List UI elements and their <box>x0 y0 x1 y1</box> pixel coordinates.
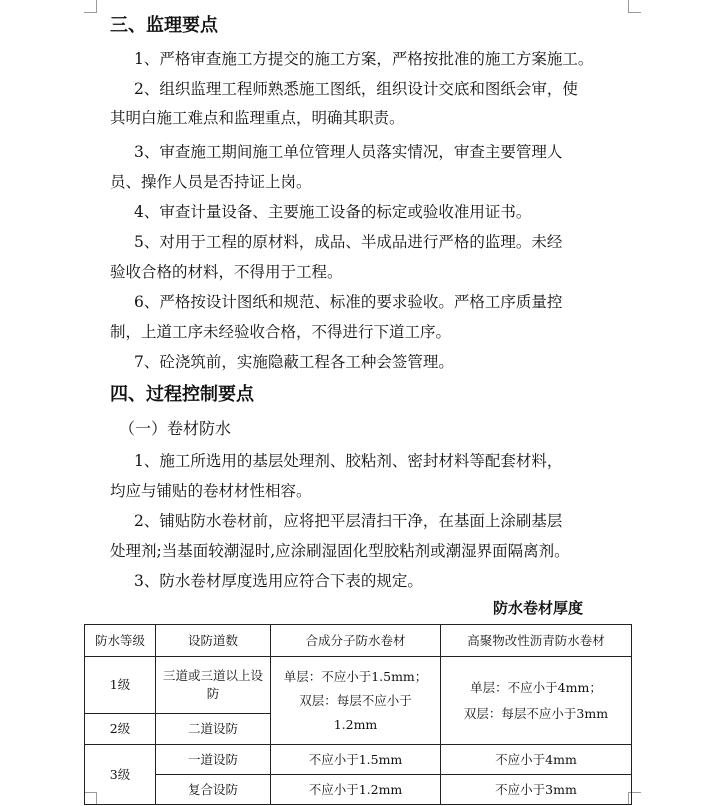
table-row <box>85 775 632 805</box>
page-corner-mark <box>84 0 97 13</box>
cell-line: 单层：不应小于4mm； <box>470 679 602 695</box>
table-cell: 不应小于4mm <box>441 745 632 775</box>
paragraph-line: 6、严格按设计图纸和规范、标准的要求验收。严格工序质量控 <box>134 293 563 311</box>
table-caption: 防水卷材厚度 <box>493 599 584 617</box>
paragraph-line: 制，上道工序未经验收合格，不得进行下道工序。 <box>110 323 452 341</box>
paragraph-line: 4、审查计量设备、主要施工设备的标定或验收准用证书。 <box>134 203 532 221</box>
paragraph-line: 处理剂;当基面较潮湿时,应涂刷湿固化型胶粘剂或潮湿界面隔离剂。 <box>110 542 570 560</box>
table-header-row <box>85 625 632 657</box>
table-cell: 一道设防 <box>156 745 271 775</box>
cell-line: 1.2mm <box>333 716 378 732</box>
thickness-table <box>84 624 632 805</box>
paragraph-line: 其明白施工难点和监理重点，明确其职责。 <box>110 109 405 127</box>
table-header-cell: 防水等级 <box>85 625 156 657</box>
cell-line: 单层：不应小于1.5mm； <box>283 668 428 684</box>
table-cell: 不应小于1.2mm <box>271 775 441 805</box>
table-cell: 不应小于3mm <box>441 775 632 805</box>
table-header-cell: 高聚物改性沥青防水卷材 <box>441 625 632 657</box>
table-cell: 3级 <box>85 745 156 805</box>
table-cell <box>441 657 632 745</box>
paragraph-line: 5、对用于工程的原材料，成品、半成品进行严格的监理。未经 <box>134 233 563 251</box>
page-corner-mark <box>628 0 641 13</box>
paragraph-line: 7、砼浇筑前，实施隐蔽工程各工种会签管理。 <box>134 353 454 371</box>
cell-line: 双层：每层不应小于3mm <box>463 705 609 721</box>
paragraph-line: 均应与铺贴的卷材材性相容。 <box>110 482 312 500</box>
table-row <box>85 657 632 714</box>
section-heading: 四、过程控制要点 <box>110 384 254 405</box>
paragraph-line: 验收合格的材料，不得用于工程。 <box>110 263 343 281</box>
table-header-cell: 设防道数 <box>156 625 271 657</box>
paragraph-line: 员、操作人员是否持证上岗。 <box>110 173 312 191</box>
table-cell: 三道或三道以上设防 <box>156 657 271 714</box>
paragraph-line: 1、严格审查施工方提交的施工方案，严格按批准的施工方案施工。 <box>134 50 594 68</box>
table-cell: 不应小于1.5mm <box>271 745 441 775</box>
paragraph-line: 2、组织监理工程师熟悉施工图纸，组织设计交底和图纸会审，使 <box>134 80 578 98</box>
table-row <box>85 745 632 775</box>
paragraph-line: 1、施工所选用的基层处理剂、胶粘剂、密封材料等配套材料， <box>134 452 563 470</box>
paragraph-line: 3、审查施工期间施工单位管理人员落实情况，审查主要管理人 <box>134 143 563 161</box>
table-header-cell: 合成分子防水卷材 <box>271 625 441 657</box>
table-cell: 二道设防 <box>156 714 271 745</box>
table-cell: 复合设防 <box>156 775 271 805</box>
section-heading: 三、监理要点 <box>110 15 218 36</box>
table-cell: 2级 <box>85 714 156 745</box>
paragraph-line: 2、铺贴防水卷材前，应将把平层清扫干净，在基面上涂刷基层 <box>134 512 563 530</box>
table-cell: 1级 <box>85 657 156 714</box>
subsection-heading: （一）卷材防水 <box>119 419 232 438</box>
cell-line: 双层：每层不应小于 <box>299 692 412 708</box>
table-cell <box>271 657 441 745</box>
paragraph-line: 3、防水卷材厚度选用应符合下表的规定。 <box>134 572 423 590</box>
